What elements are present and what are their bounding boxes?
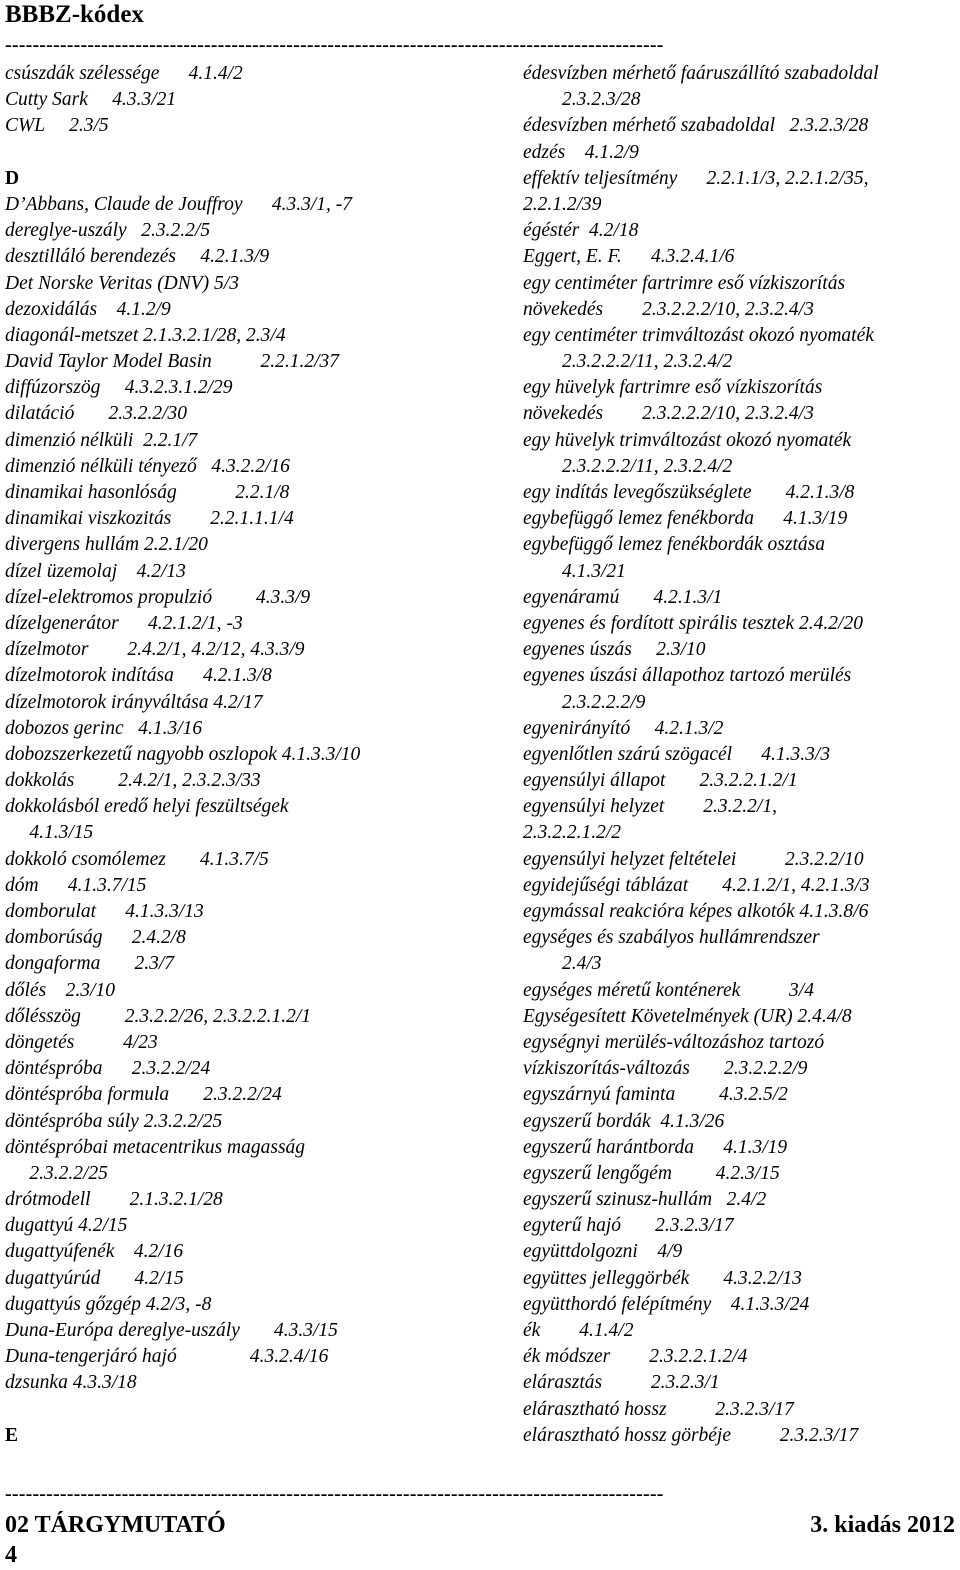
index-entry: egybefüggő lemez fenékbordák osztása [523, 534, 825, 556]
index-entry: egységnyi merülés-változáshoz tartozó [523, 1031, 825, 1053]
index-entry: egyszerű bordák 4.1.3/26 [523, 1110, 725, 1132]
index-entry: Det Norske Veritas (DNV) 5/3 [5, 272, 239, 294]
index-entry: 2.3.2.2.2/9 [523, 691, 646, 713]
index-entry: dőlés 2.3/10 [5, 979, 115, 1001]
index-entry: dinamikai hasonlóság 2.2.1/8 [5, 482, 290, 503]
index-entry: David Taylor Model Basin 2.2.1.2/37 [5, 351, 340, 373]
index-entry: desztilláló berendezés 4.2.1.3/9 [5, 246, 270, 268]
index-entry: egyenes úszás 2.3/10 [523, 639, 706, 661]
index-entry: növekedés 2.3.2.2.2/10, 2.3.2.4/3 [523, 298, 814, 320]
index-entry: 2.3.2.2.2/11, 2.3.2.4/2 [523, 455, 733, 477]
index-entry: édesvízben mérhető szabadoldal 2.3.2.3/28 [523, 115, 869, 137]
index-entry: dízelmotorok irányváltása 4.2/17 [5, 691, 263, 713]
index-entry: Eggert, E. F. 4.3.2.4.1/6 [523, 246, 735, 268]
index-entry: edzés 4.1.2/9 [523, 141, 639, 163]
index-column-left [5, 61, 495, 1449]
index-entry: Cutty Sark 4.3.3/21 [5, 89, 177, 111]
index-entry: együttes jelleggörbék 4.3.2.2/13 [523, 1267, 802, 1289]
index-entry: dobozos gerinc 4.1.3/16 [5, 717, 203, 739]
index-entry: dokkolás 2.4.2/1, 2.3.2.3/33 [5, 770, 261, 792]
footer-section-title: 02 TÁRGYMUTATÓ [5, 1512, 226, 1538]
index-entry: egyszerű harántborda 4.1.3/19 [523, 1136, 788, 1158]
index-entry: egyenirányító 4.2.1.3/2 [523, 717, 724, 739]
index-entry: egyenlőtlen szárú szögacél 4.1.3.3/3 [523, 743, 831, 765]
index-entry: dongaforma 2.3/7 [5, 953, 175, 975]
index-entry: dízel üzemolaj 4.2/13 [5, 560, 186, 582]
index-entry: dezoxidálás 4.1.2/9 [5, 298, 171, 320]
index-entry: egybefüggő lemez fenékborda 4.1.3/19 [523, 508, 848, 530]
index-entry: egy indítás levegőszükséglete 4.2.1.3/8 [523, 482, 855, 503]
index-entry: 4.1.3/21 [523, 560, 626, 582]
index-entry: egyszerű szinusz-hullám 2.4/2 [523, 1189, 767, 1211]
index-entry: ék módszer 2.3.2.2.1.2/4 [523, 1346, 748, 1368]
index-entry: elárasztható hossz 2.3.2.3/17 [523, 1398, 794, 1420]
index-entry: egyenáramú 4.2.1.3/1 [523, 586, 723, 608]
index-entry: döntéspróba 2.3.2.2/24 [5, 1058, 211, 1080]
index-entry: egységes méretű konténerek 3/4 [523, 979, 814, 1001]
index-entry: vízkiszorítás-változás 2.3.2.2.2/9 [523, 1058, 808, 1080]
index-entry: dízelgenerátor 4.2.1.2/1, -3 [5, 612, 243, 634]
index-entry: döntéspróba súly 2.3.2.2/25 [5, 1110, 223, 1132]
index-column-right [523, 61, 955, 1449]
index-entry: 2.2.1.2/39 [523, 193, 602, 215]
index-entry: elárasztás 2.3.2.3/1 [523, 1372, 720, 1394]
bottom-rule: ------------------------------------------------------------------------------------------------ [5, 1483, 664, 1505]
document-title: BBBZ-kódex [5, 1, 144, 28]
index-entry: domborulat 4.1.3.3/13 [5, 901, 204, 922]
index-entry: egyterű hajó 2.3.2.3/17 [523, 1215, 734, 1237]
index-entry: D’Abbans, Claude de Jouffroy 4.3.3/1, -7 [5, 193, 352, 215]
letter-heading: E [5, 1424, 19, 1446]
index-entry: egyensúlyi helyzet 2.3.2.2/1, [523, 796, 777, 818]
index-entry: együtthordó felépítmény 4.1.3.3/24 [523, 1293, 810, 1315]
index-entry: divergens hullám 2.2.1/20 [5, 534, 208, 556]
index-entry: dokkoló csomólemez 4.1.3.7/5 [5, 848, 269, 870]
letter-heading: D [5, 167, 20, 189]
index-entry: dimenzió nélküli tényező 4.3.2.2/16 [5, 455, 290, 477]
index-entry: elárasztható hossz görbéje 2.3.2.3/17 [523, 1424, 859, 1446]
index-entry: egyensúlyi állapot 2.3.2.2.1.2/1 [523, 770, 798, 792]
index-entry: dőlésszög 2.3.2.2/26, 2.3.2.2.1.2/1 [5, 1005, 312, 1027]
index-entry: egyidejűségi táblázat 4.2.1.2/1, 4.2.1.3/3 [523, 874, 870, 896]
index-entry: Duna-Európa dereglye-uszály 4.3.3/15 [5, 1320, 338, 1341]
index-entry: CWL 2.3/5 [5, 115, 109, 137]
index-entry: egy hüvelyk trimváltozást okozó nyomaték [523, 429, 852, 451]
top-rule: ------------------------------------------------------------------------------------------------ [5, 34, 664, 56]
index-entry: egységes és szabályos hullámrendszer [523, 927, 820, 949]
index-entry: Egységesített Követelmények (UR) 2.4.4/8 [523, 1005, 852, 1027]
index-entry: egy centiméter trimváltozást okozó nyomaték [523, 324, 874, 346]
index-entry: csúszdák szélessége 4.1.4/2 [5, 63, 243, 84]
index-entry: növekedés 2.3.2.2.2/10, 2.3.2.4/3 [523, 403, 814, 425]
index-entry: dugattyús gőzgép 4.2/3, -8 [5, 1293, 212, 1315]
index-entry: 2.3.2.3/28 [523, 89, 641, 111]
index-entry: dóm 4.1.3.7/15 [5, 874, 147, 896]
index-entry: dugattyú 4.2/15 [5, 1215, 128, 1237]
index-entry: egyenes és fordított spirális tesztek 2.4.2/20 [523, 612, 863, 634]
index-entry: drótmodell 2.1.3.2.1/28 [5, 1189, 223, 1211]
index-entry: dízelmotor 2.4.2/1, 4.2/12, 4.3.3/9 [5, 639, 305, 661]
index-entry: dimenzió nélküli 2.2.1/7 [5, 429, 198, 451]
index-entry: diagonál-metszet 2.1.3.2.1/28, 2.3/4 [5, 324, 286, 346]
index-entry: egy hüvelyk fartrimre eső vízkiszorítás [523, 377, 823, 399]
index-entry: effektív teljesítmény 2.2.1.1/3, 2.2.1.2/35, [523, 167, 869, 189]
index-entry: diffúzorszög 4.3.2.3.1.2/29 [5, 377, 233, 399]
index-entry: egyszárnyú faminta 4.3.2.5/2 [523, 1084, 788, 1106]
index-entry: dinamikai viszkozitás 2.2.1.1.1/4 [5, 508, 294, 530]
index-entry: döntéspróbai metacentrikus magasság [5, 1136, 306, 1158]
index-entry: dízelmotorok indítása 4.2.1.3/8 [5, 665, 272, 687]
index-entry: égéstér 4.2/18 [523, 220, 639, 242]
index-entry: dugattyúrúd 4.2/15 [5, 1267, 184, 1289]
index-entry: dokkolásból eredő helyi feszültségek [5, 796, 289, 818]
index-entry: 2.3.2.2/25 [5, 1162, 108, 1184]
index-entry: dilatáció 2.3.2.2/30 [5, 403, 187, 425]
index-entry: együttdolgozni 4/9 [523, 1241, 683, 1263]
footer-edition: 3. kiadás 2012 [810, 1512, 955, 1538]
index-entry: domborúság 2.4.2/8 [5, 927, 186, 949]
blank-line [5, 1397, 495, 1423]
index-entry: egymással reakcióra képes alkotók 4.1.3.8/6 [523, 901, 869, 922]
index-entry: egy centiméter fartrimre eső vízkiszorítás [523, 272, 846, 294]
index-entry: döngetés 4/23 [5, 1031, 158, 1053]
index-entry: egyensúlyi helyzet feltételei 2.3.2.2/10 [523, 848, 864, 870]
index-entry: ék 4.1.4/2 [523, 1320, 634, 1341]
index-entry: dzsunka 4.3.3/18 [5, 1372, 137, 1394]
index-entry: Duna-tengerjáró hajó 4.3.2.4/16 [5, 1346, 329, 1368]
index-entry: dereglye-uszály 2.3.2.2/5 [5, 220, 211, 242]
index-entry: 4.1.3/15 [5, 822, 94, 844]
index-entry: 2.3.2.2.2/11, 2.3.2.4/2 [523, 351, 733, 373]
index-entry: dugattyúfenék 4.2/16 [5, 1241, 184, 1263]
index-entry: 2.3.2.2.1.2/2 [523, 822, 622, 844]
page-number: 4 [5, 1542, 17, 1568]
blank-line [5, 140, 495, 166]
index-entry: egyszerű lengőgém 4.2.3/15 [523, 1162, 780, 1184]
index-entry: 2.4/3 [523, 953, 602, 975]
index-entry: édesvízben mérhető faáruszállító szabadoldal [523, 63, 879, 84]
index-entry: dobozszerkezetű nagyobb oszlopok 4.1.3.3/10 [5, 743, 361, 765]
index-entry: egyenes úszási állapothoz tartozó merülés [523, 665, 852, 687]
index-entry: döntéspróba formula 2.3.2.2/24 [5, 1084, 282, 1106]
index-entry: dízel-elektromos propulzió 4.3.3/9 [5, 586, 311, 608]
